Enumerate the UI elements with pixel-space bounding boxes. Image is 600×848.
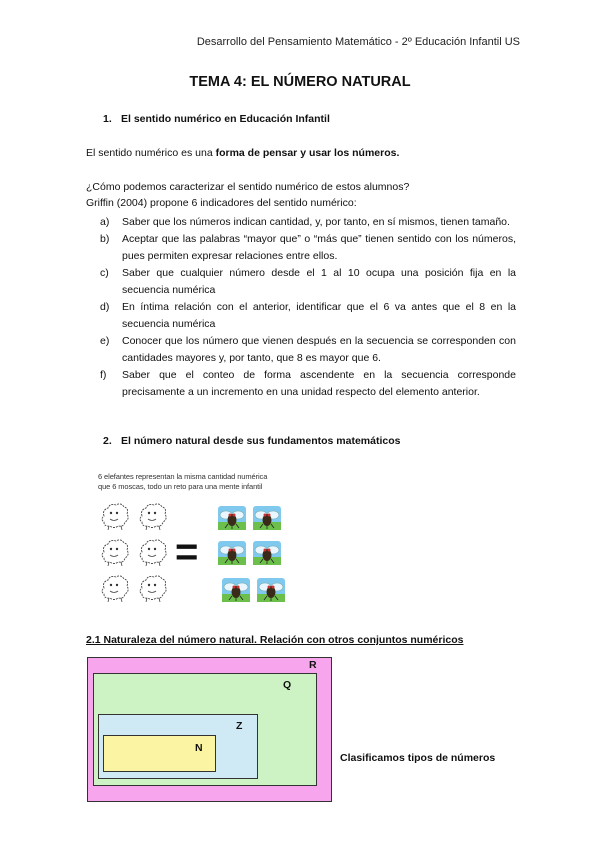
question-line: ¿Cómo podemos caracterizar el sentido numérico de estos alumnos? <box>86 181 410 193</box>
section-1-label: El sentido numérico en Educación Infantil <box>121 113 330 125</box>
sheep-icon <box>100 538 130 566</box>
figure-caption-line-1: 6 elefantes representan la misma cantidad numérica <box>98 472 268 481</box>
set-n-label: N <box>195 742 203 754</box>
intro-text: El sentido numérico es una <box>86 147 216 159</box>
intro-paragraph <box>86 147 399 159</box>
section-1-heading <box>103 113 330 125</box>
page-title: TEMA 4: EL NÚMERO NATURAL <box>189 74 411 90</box>
fly-icon <box>218 541 246 565</box>
fly-icon <box>218 506 246 530</box>
sheep-icon <box>138 538 168 566</box>
equals-sign: = <box>175 530 199 574</box>
list-item: c) Saber que cualquier número desde el 1 al 10 ocupa una posición fija en la secuencia numérica <box>100 267 516 296</box>
list-item: a) Saber que los números indican cantidad, y, por tanto, en sí mismos, tienen tamaño. <box>100 216 510 228</box>
sheep-icon <box>100 502 130 530</box>
fly-icon <box>257 578 285 602</box>
sheep-icon <box>100 574 130 602</box>
set-r-label: R <box>309 659 317 671</box>
list-item: e) Conocer que los número que vienen después en la secuencia se corresponden con cantidades mayores y, por tanto, que 8 es mayor que 6. <box>100 335 516 364</box>
classification-label: Clasificamos tipos de números <box>340 752 496 764</box>
subsection-heading: 2.1 Naturaleza del número natural. Relación con otros conjuntos numéricos <box>86 634 464 646</box>
indicator-list <box>100 214 516 401</box>
section-2-label: El número natural desde sus fundamentos matemáticos <box>121 435 401 447</box>
griffin-line: Griffin (2004) propone 6 indicadores del sentido numérico: <box>86 197 357 209</box>
figure-caption-line-2: que 6 moscas, todo un reto para una mente infantil <box>98 482 263 491</box>
fly-icon <box>222 578 250 602</box>
fly-icon <box>253 541 281 565</box>
fly-icon <box>253 506 281 530</box>
intro-bold-text: forma de pensar y usar los números. <box>215 147 400 159</box>
sheep-icon <box>138 502 168 530</box>
list-item: f) Saber que el conteo de forma ascendente en la secuencia corresponde precisamente a un incremento en una unidad respecto del elemento anterior. <box>100 369 516 398</box>
section-2-heading <box>103 435 401 447</box>
section-2-number: 2. <box>103 435 112 447</box>
sheep-icon <box>138 574 168 602</box>
list-item: b) Aceptar que las palabras “mayor que” o “más que” tienen sentido con los números, pues permiten expresar relaciones entre ellos. <box>100 233 516 262</box>
set-z-label: Z <box>236 720 243 732</box>
list-item: d) En íntima relación con el anterior, identificar que el 6 va antes que el 8 en la secuencia numérica <box>100 301 516 330</box>
document-header: Desarrollo del Pensamiento Matemático - 2º Educación Infantil US <box>196 36 520 48</box>
set-q-label: Q <box>283 679 292 691</box>
section-1-number: 1. <box>103 113 112 125</box>
figure-caption <box>98 472 298 492</box>
